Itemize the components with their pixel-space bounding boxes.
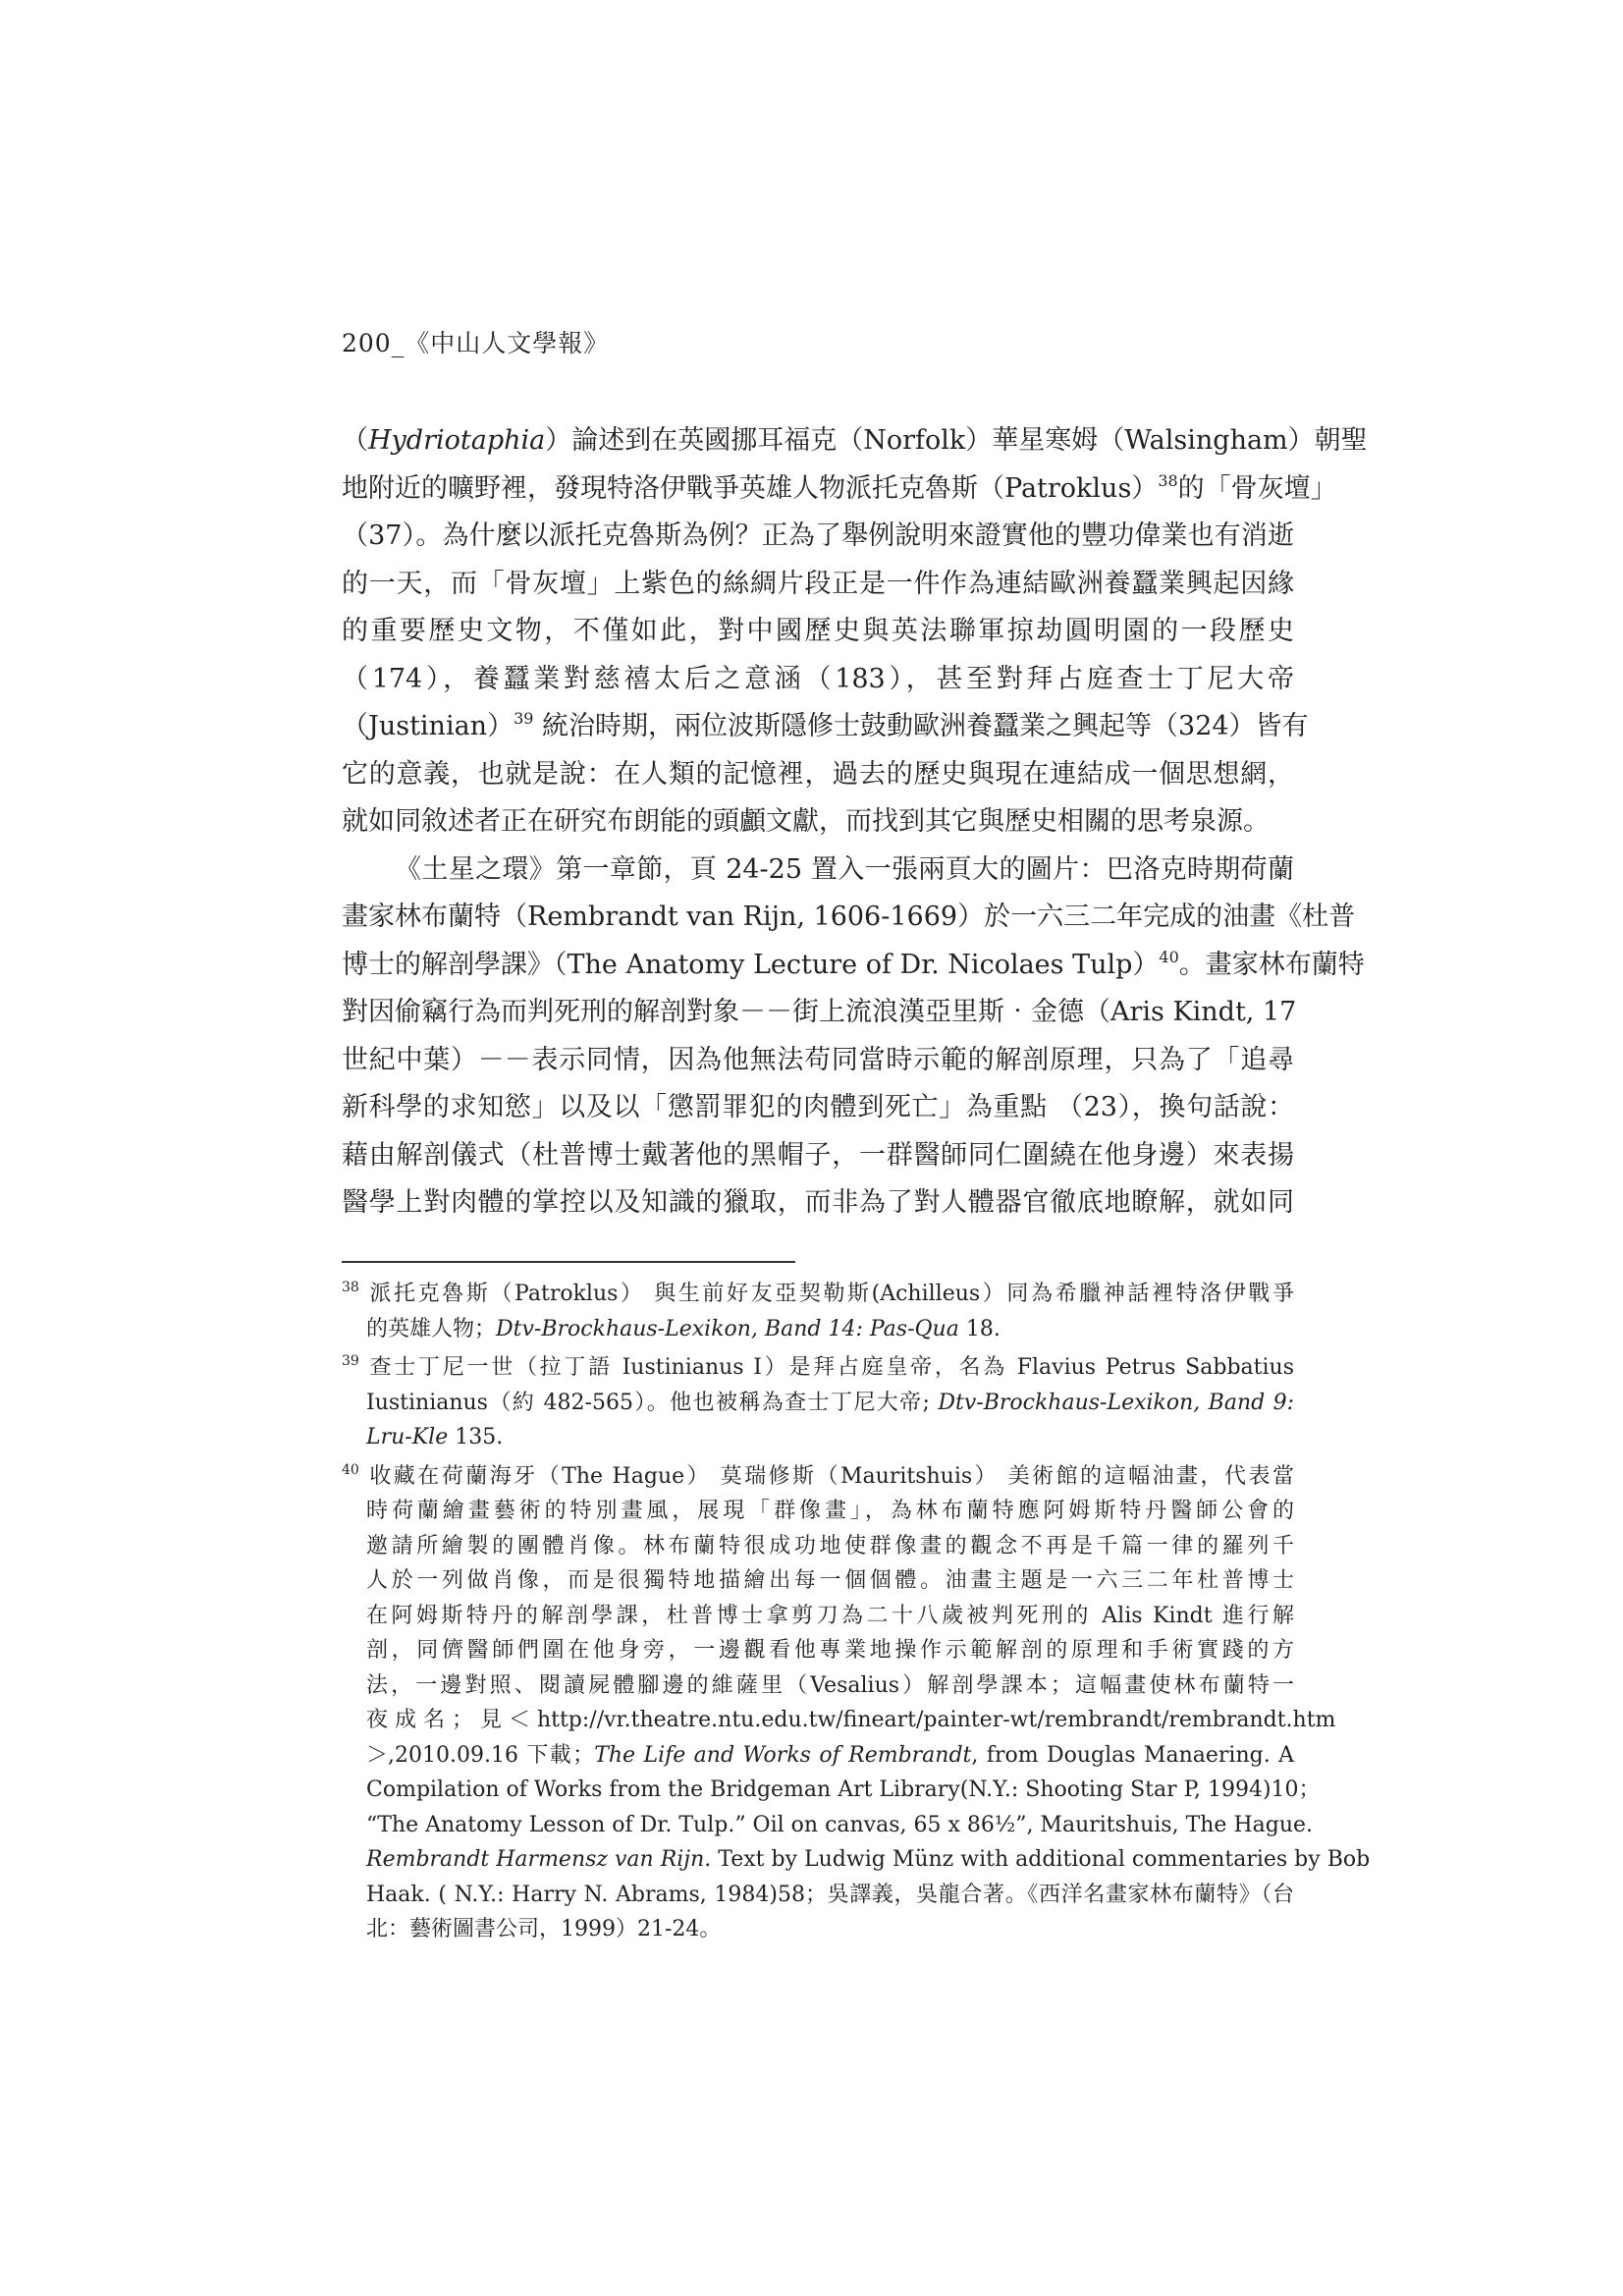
footnote-40 [342,1459,1371,1947]
footnote-line: 邀請所繪製的團體肖像。林布蘭特很成功地使群像畫的觀念不再是千篇一律的羅列千 [366,1533,1294,1558]
body-line: 就如同敘述者正在研究布朗能的頭顱文獻，而找到其它與歷史相關的思考泉源。 [342,806,1270,837]
footnote-line: 剖，同儕醫師們圍在他身旁，一邊觀看他專業地操作示範解剖的原理和手術實踐的方 [366,1638,1294,1663]
body-line: 地附近的曠野裡，發現特洛伊戰爭英雄人物派托克魯斯（Patroklus）$^{38}$的「骨灰壇」 [342,470,1337,504]
running-header: 200_《中山人文學報》 [342,329,610,357]
footnote-line: Lru-Kle 135. [366,1425,504,1449]
footnote-line: 法，一邊對照、閱讀屍體腳邊的維薩里（Vesalius）解剖學課本；這幅畫使林布蘭特一 [366,1672,1294,1698]
footnote-line: Rembrandt Harmensz van Rijn. Text by Ludwig Münz with additional commentaries by Bob [366,1847,1371,1872]
body-line: （37）。為什麼以派托克魯斯為例？正為了舉例說明來證實他的豐功偉業也有消逝 [342,520,1294,551]
footnote-line: 的英雄人物；Dtv-Brockhaus-Lexikon, Band 14: Pas-Qua 18. [366,1316,1001,1341]
body-line: 藉由解剖儀式（杜普博士戴著他的黑帽子，一群醫師同仁圍繞在他身邊）來表揚 [342,1139,1294,1171]
body-line: 它的意義，也就是說：在人類的記憶裡，過去的歷史與現在連結成一個思想網， [342,758,1294,790]
footnote-number: 40 [342,1461,359,1478]
footnote-line [342,1277,1294,1312]
footnote-line: 夜 成 名 ； 見 ＜ http://vr.theatre.ntu.edu.tw/fineart/painter-wt/rembrandt/rembrandt.htm [366,1708,1336,1732]
footnote-text: 查士丁尼一世（拉丁語 Iustinianus I）是拜占庭皇帝，名為 Flavius Petrus Sabbatius [366,1355,1294,1380]
footnote-line: 在阿姆斯特丹的解剖學課，杜普博士拿剪刀為二十八歲被判死刑的 Alis Kindt 進行解 [366,1603,1294,1628]
footnote-divider [342,1261,795,1263]
body-line: 《土星之環》第一章節，頁 24-25 置入一張兩頁大的圖片：巴洛克時期荷蘭 [395,853,1294,885]
body-line: （Justinian）$^{39}$ 統治時期，兩位波斯隱修士鼓動歐洲養蠶業之興起等（324）皆有 [342,709,1309,741]
footnote-text: 派托克魯斯（Patroklus） 與生前好友亞契勒斯(Achilleus）同為希臘神話裡特洛伊戰爭 [366,1282,1294,1306]
body-line: 博士的解剖學課》（The Anatomy Lecture of Dr. Nicolaes Tulp）$^{40}$。畫家林布蘭特 [342,947,1365,980]
footnote-number: 38 [342,1280,359,1295]
body-text [342,417,1368,1228]
footnote-line: “The Anatomy Lesson of Dr. Tulp.” Oil on canvas, 65 x 86½”, Mauritshuis, The Hague. [366,1812,1314,1837]
body-line: （174），養蠶業對慈禧太后之意涵（183），甚至對拜占庭查士丁尼大帝 [342,663,1294,694]
footnote-line: 時荷蘭繪畫藝術的特別畫風，展現「群像畫」，為林布蘭特應阿姆斯特丹醫師公會的 [366,1499,1294,1523]
footnote-line: 人於一列做肖像，而是很獨特地描繪出每一個個體。油畫主題是一六三二年杜普博士 [366,1568,1294,1593]
footnote-38 [342,1277,1294,1346]
footnote-text: 收藏在荷蘭海牙（The Hague） 莫瑞修斯（Mauritshuis） 美術館的這幅油畫，代表當 [366,1463,1294,1489]
footnotes [342,1277,1371,1947]
body-line: 的一天，而「骨灰壇」上紫色的絲綢片段正是一件作為連結歐洲養蠶業興起因緣 [342,568,1294,599]
footnote-number: 39 [342,1353,359,1369]
footnote-39 [342,1350,1294,1455]
footnote-line [342,1350,1294,1386]
footnote-line: Haak. ( N.Y.: Harry N. Abrams, 1984)58；吳譯義，吳龍合著。《西洋名畫家林布蘭特》（台 [366,1882,1294,1907]
footnote-line: ＞,2010.09.16 下載；The Life and Works of Rembrandt, from Douglas Manaering. A [366,1742,1294,1768]
body-line: 畫家林布蘭特（Rembrandt van Rijn, 1606-1669）於一六三二年完成的油畫《杜普 [342,902,1356,932]
body-line: 醫學上對肉體的掌控以及知識的獵取，而非為了對人體器官徹底地瞭解，就如同 [342,1187,1294,1218]
body-line: 的重要歷史文物，不僅如此，對中國歷史與英法聯軍掠劫圓明園的一段歷史 [342,616,1294,646]
body-line: 新科學的求知慾」以及以「懲罰罪犯的肉體到死亡」為重點 （23），換句話說： [342,1092,1294,1122]
body-line: 對因偷竊行為而判死刑的解剖對象－－街上流浪漢亞里斯‧金德（Aris Kindt, 17 [342,997,1297,1027]
footnote-line: 北：藝術圖書公司，1999）21-24。 [366,1917,722,1941]
footnote-line: Iustinianus（約 482-565）。他也被稱為查士丁尼大帝; Dtv-Brockhaus-Lexikon, Band 9: [366,1390,1294,1415]
footnote-line: Compilation of Works from the Bridgeman Art Library(N.Y.: Shooting Star P, 1994)10； [366,1777,1321,1802]
body-line: 世紀中葉）－－表示同情，因為他無法苟同當時示範的解剖原理，只為了「追尋 [342,1044,1294,1075]
footnote-line [342,1459,1294,1495]
body-line: （Hydriotaphia）論述到在英國挪耳福克（Norfolk）華星寒姆（Walsingham）朝聖 [342,425,1368,456]
